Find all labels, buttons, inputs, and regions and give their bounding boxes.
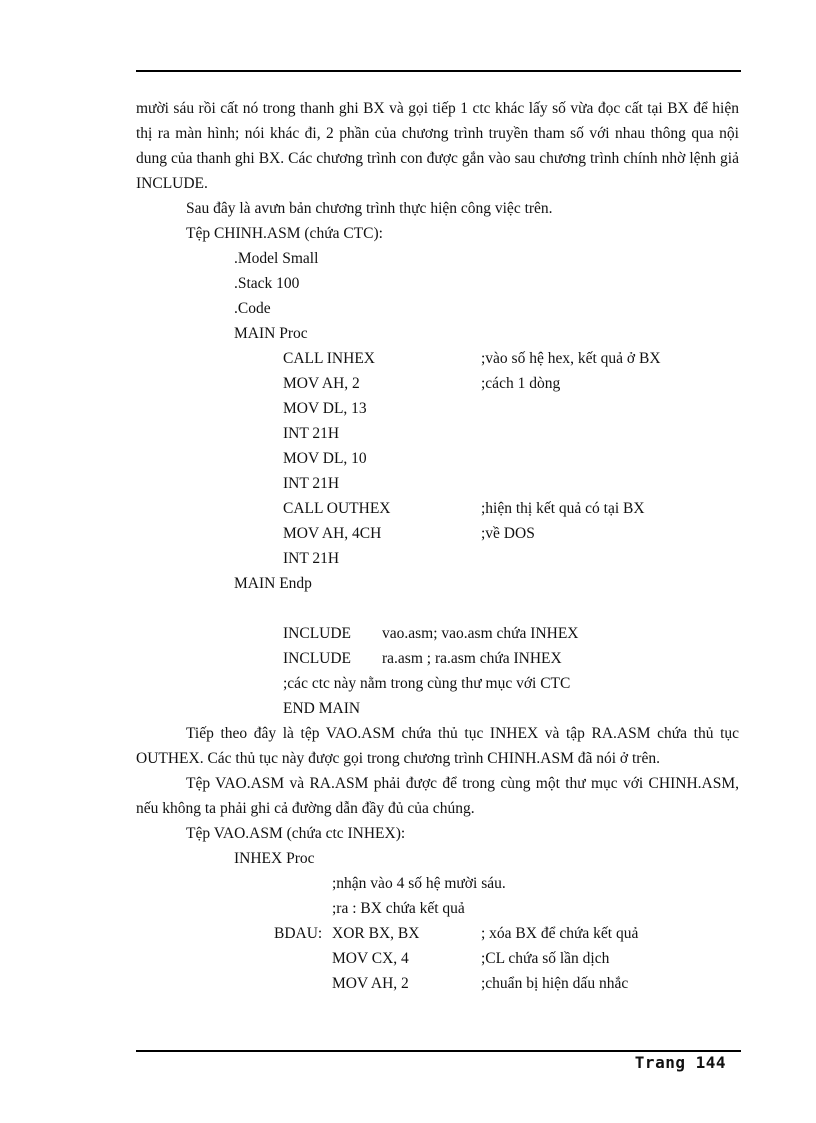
- code-line: [136, 671, 739, 696]
- code-instruction: MOV AH, 4CH: [283, 525, 382, 542]
- code-comment: ;nhận vào 4 số hệ mười sáu.: [332, 875, 506, 892]
- code-line: [136, 446, 739, 471]
- code-comment: ;các ctc này nằm trong cùng thư mục với CTC: [283, 675, 571, 692]
- footer-rule: [136, 1050, 741, 1052]
- code-line: [136, 396, 739, 421]
- code-line: .Stack 100: [234, 275, 300, 292]
- code-line: MAIN Endp: [234, 575, 312, 592]
- page-number: Trang 144: [634, 1053, 726, 1072]
- code-comment: ;hiện thị kết quả có tại BX: [481, 500, 645, 517]
- code-line: [136, 696, 739, 721]
- code-instruction: MOV CX, 4: [332, 950, 409, 967]
- code-line: [136, 371, 739, 396]
- code-instruction: CALL INHEX: [283, 350, 375, 367]
- include-keyword: INCLUDE: [283, 650, 352, 667]
- page-body: [136, 96, 739, 996]
- code-instruction: MOV DL, 10: [283, 450, 367, 467]
- code-line: .Code: [234, 300, 271, 317]
- code-line: [136, 546, 739, 571]
- code-instruction: INT 21H: [283, 550, 340, 567]
- code-comment: ;cách 1 dòng: [481, 375, 561, 392]
- code-line: [136, 496, 739, 521]
- code-line: [136, 346, 739, 371]
- paragraph: Tiếp theo đây là tệp VAO.ASM chứa thủ tục INHEX và tập RA.ASM chứa thủ tục OUTHEX. Các thủ tục này được gọi trong chương trình CHINH.ASM đã nói ở trên.: [136, 725, 739, 767]
- code-line: .Model Small: [234, 250, 319, 267]
- code-instruction: INT 21H: [283, 425, 340, 442]
- code-line: [136, 521, 739, 546]
- code-instruction: MOV AH, 2: [332, 975, 409, 992]
- code-instruction: END MAIN: [283, 700, 361, 717]
- include-keyword: INCLUDE: [283, 625, 352, 642]
- include-argument: vao.asm; vao.asm chứa INHEX: [382, 625, 579, 642]
- paragraph: Tệp CHINH.ASM (chứa CTC):: [186, 225, 383, 242]
- code-comment: ; xóa BX để chứa kết quả: [481, 925, 639, 942]
- paragraph: Sau đây là avưn bản chương trình thực hiện công việc trên.: [186, 200, 553, 217]
- paragraph: Tệp VAO.ASM và RA.ASM phải được để trong cùng một thư mục với CHINH.ASM, nếu không ta phải ghi cả đường dẫn đầy đủ của chúng.: [136, 775, 739, 817]
- code-line: [136, 471, 739, 496]
- paragraph: Tệp VAO.ASM (chứa ctc INHEX):: [186, 825, 406, 842]
- code-line: [136, 946, 739, 971]
- header-rule: [136, 70, 741, 72]
- code-instruction: XOR BX, BX: [332, 925, 420, 942]
- code-line: [136, 421, 739, 446]
- code-line: [136, 871, 739, 896]
- include-line: [136, 621, 739, 646]
- code-line: [136, 896, 739, 921]
- blank-line: [136, 596, 739, 621]
- code-comment: ;chuẩn bị hiện dấu nhắc: [481, 975, 629, 992]
- code-comment: ;CL chứa số lần dịch: [481, 950, 610, 967]
- code-comment: ;vào số hệ hex, kết quả ở BX: [481, 350, 661, 367]
- code-instruction: CALL OUTHEX: [283, 500, 391, 517]
- code-comment: ;về DOS: [481, 525, 535, 542]
- code-line: [136, 921, 739, 946]
- code-line: MAIN Proc: [234, 325, 308, 342]
- code-instruction: MOV DL, 13: [283, 400, 367, 417]
- code-line: [136, 971, 739, 996]
- paragraph: mười sáu rồi cất nó trong thanh ghi BX và gọi tiếp 1 ctc khác lấy số vừa đọc cất tại BX để hiện thị ra màn hình; nói khác đi, 2 phần của chương trình truyền tham số với nhau thông qua nội dung của thanh ghi BX. Các chương trình con được gắn vào sau chương trình chính nhờ lệnh giả INCLUDE.: [136, 100, 739, 192]
- code-instruction: MOV AH, 2: [283, 375, 360, 392]
- code-comment: ;ra : BX chứa kết quả: [332, 900, 465, 917]
- code-line: INHEX Proc: [234, 850, 315, 867]
- code-label: BDAU:: [274, 925, 323, 942]
- include-line: [136, 646, 739, 671]
- include-argument: ra.asm ; ra.asm chứa INHEX: [382, 650, 562, 667]
- code-instruction: INT 21H: [283, 475, 340, 492]
